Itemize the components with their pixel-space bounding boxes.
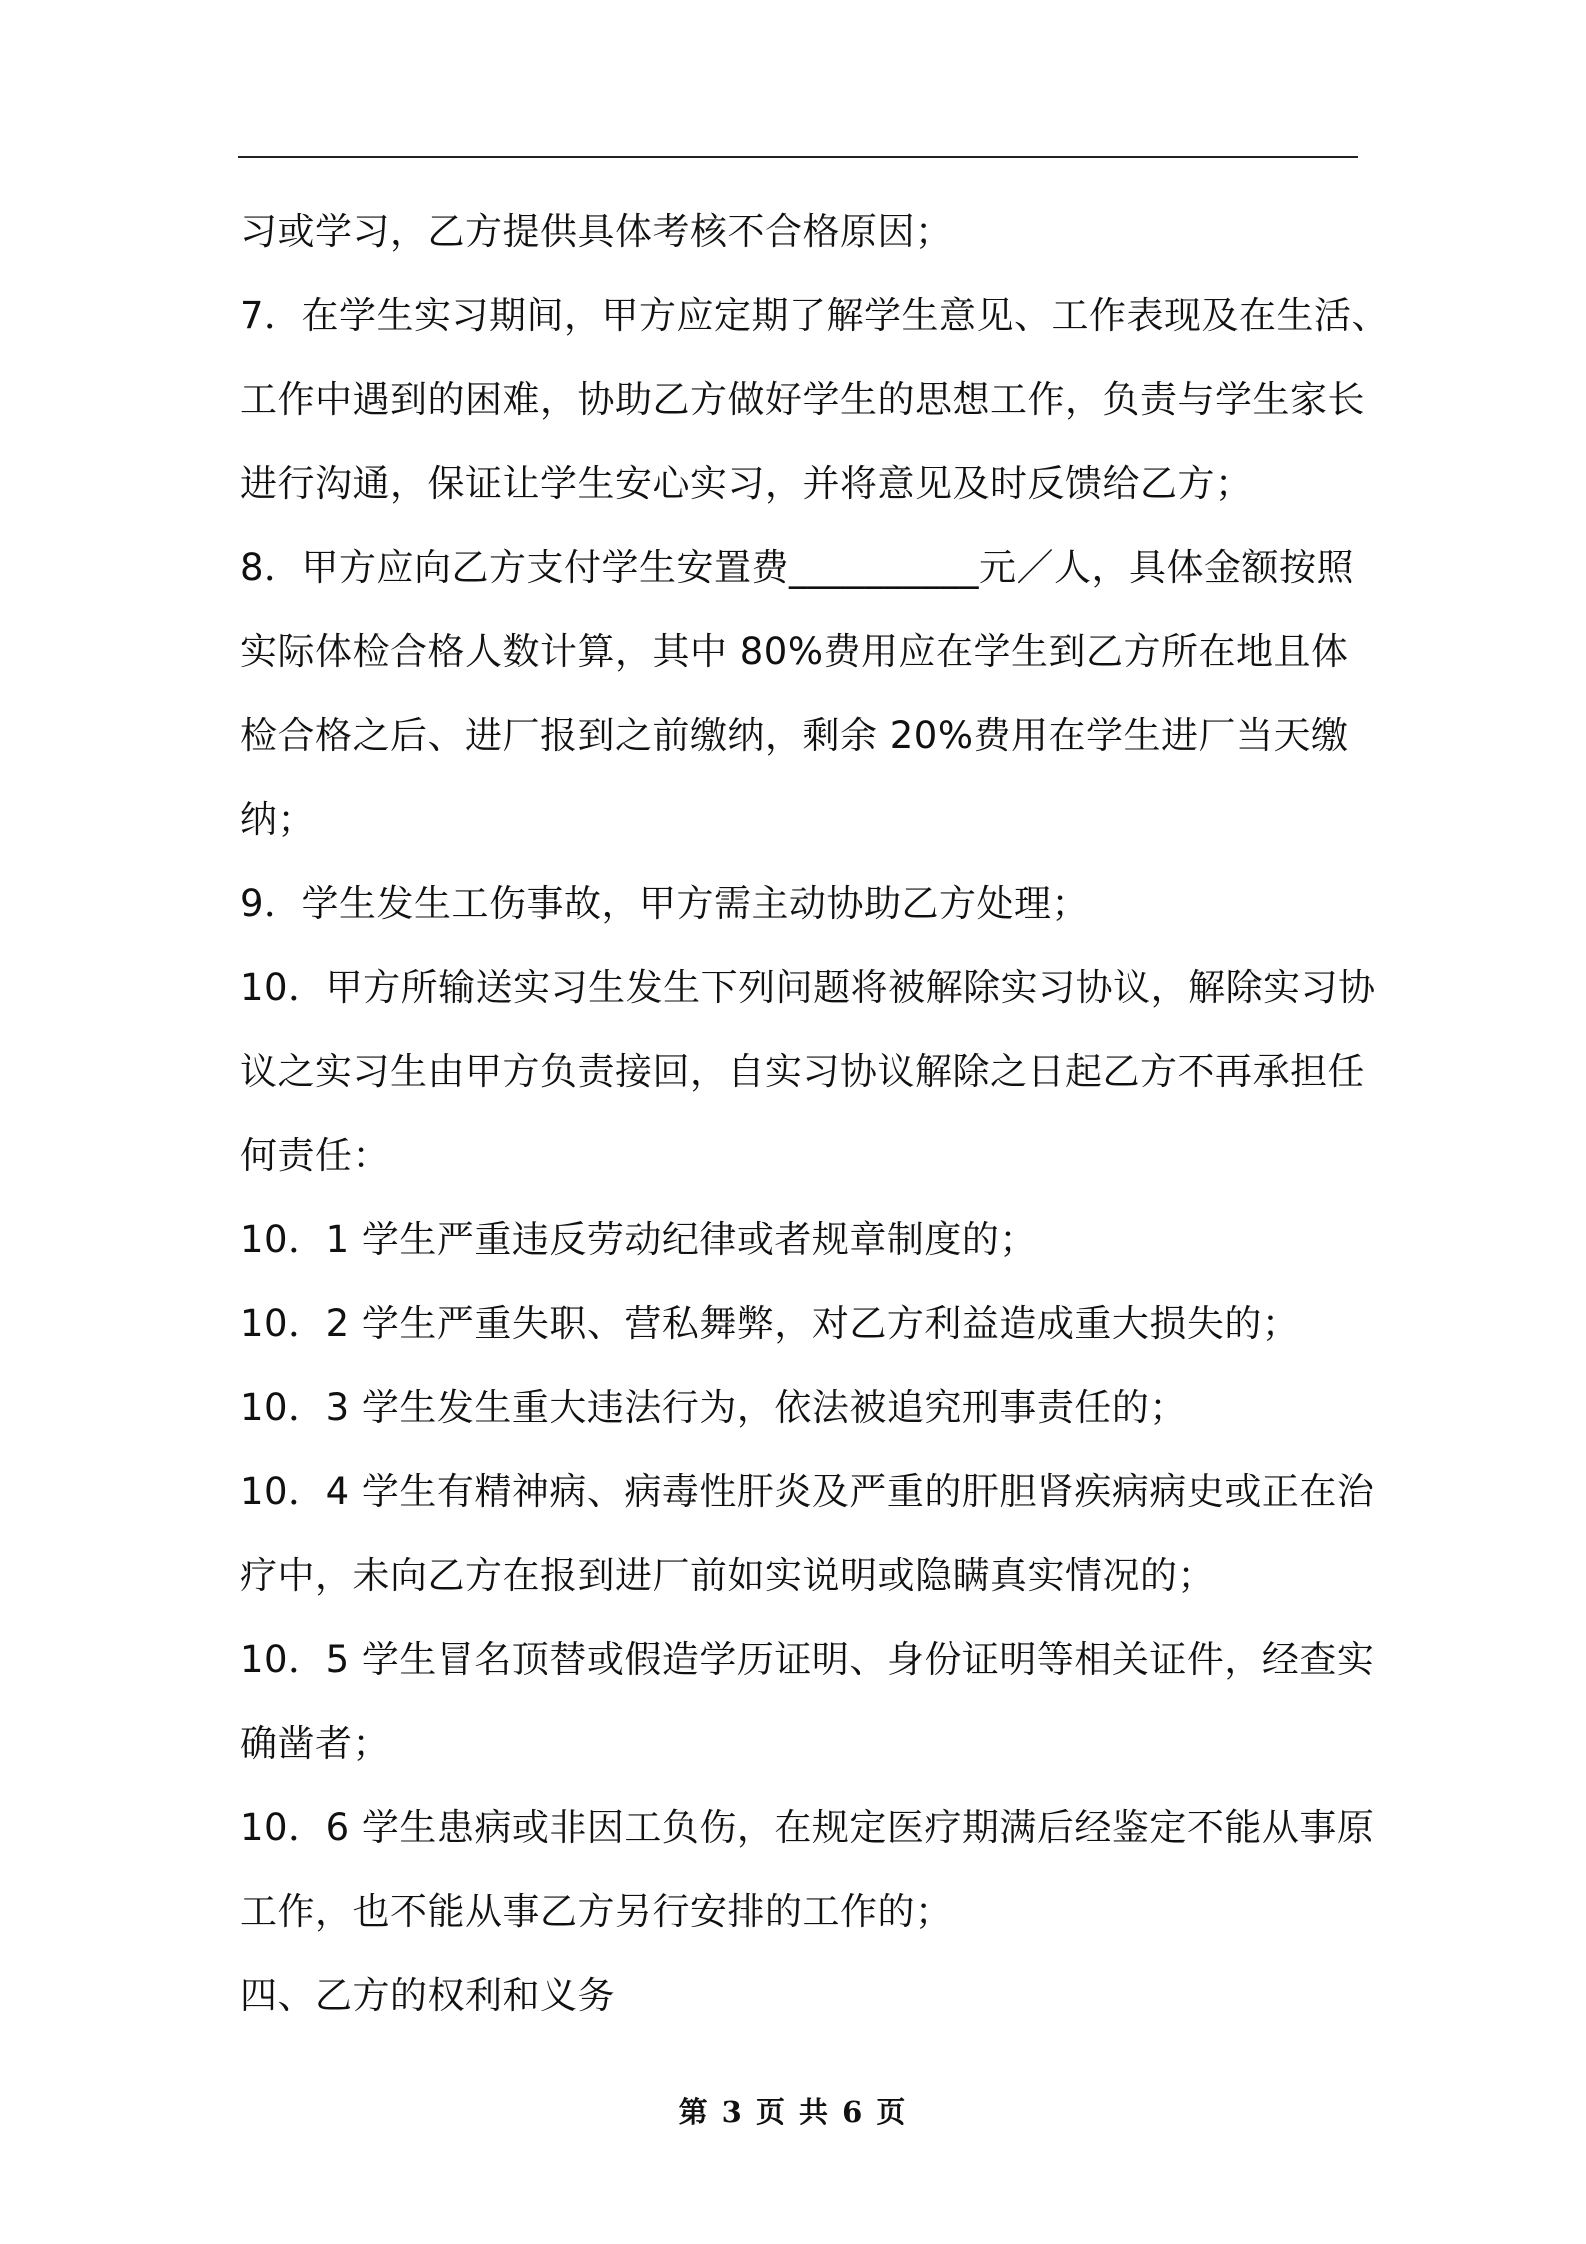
text-line: 10．甲方所输送实习生发生下列问题将被解除实习协议，解除实习协 (240, 966, 1376, 1009)
text-line: 10．1 学生严重违反劳动纪律或者规章制度的； (240, 1218, 1037, 1261)
text-line: 何责任： (240, 1134, 390, 1177)
text-line: 检合格之后、进厂报到之前缴纳，剩余 20%费用在学生进厂当天缴 (240, 714, 1349, 757)
text-line: 10．5 学生冒名顶替或假造学历证明、身份证明等相关证件，经查实 (240, 1638, 1375, 1681)
text-line: 工作，也不能从事乙方另行安排的工作的； (240, 1890, 953, 1933)
text-line: 工作中遇到的困难，协助乙方做好学生的思想工作，负责与学生家长 (240, 378, 1365, 421)
text-line: 8．甲方应向乙方支付学生安置费__________元／人，具体金额按照 (240, 546, 1355, 589)
text-line: 10．2 学生严重失职、营私舞弊，对乙方利益造成重大损失的； (240, 1302, 1300, 1345)
text-line: 10．6 学生患病或非因工负伤，在规定医疗期满后经鉴定不能从事原 (240, 1806, 1375, 1849)
text-line: 10．3 学生发生重大违法行为，依法被追究刑事责任的； (240, 1386, 1187, 1429)
text-line: 疗中，未向乙方在报到进厂前如实说明或隐瞒真实情况的； (240, 1554, 1215, 1597)
text-line: 10．4 学生有精神病、病毒性肝炎及严重的肝胆肾疾病病史或正在治 (240, 1470, 1375, 1513)
text-line: 9．学生发生工伤事故，甲方需主动协助乙方处理； (240, 882, 1090, 925)
text-line: 7．在学生实习期间，甲方应定期了解学生意见、工作表现及在生活、 (240, 294, 1390, 337)
text-line: 实际体检合格人数计算，其中 80%费用应在学生到乙方所在地且体 (240, 630, 1349, 673)
page-number-footer: 第 3 页 共 6 页 (678, 2095, 908, 2129)
text-line: 纳； (240, 798, 315, 841)
header-rule (238, 156, 1358, 158)
text-line: 议之实习生由甲方负责接回，自实习协议解除之日起乙方不再承担任 (240, 1050, 1365, 1093)
text-line: 进行沟通，保证让学生安心实习，并将意见及时反馈给乙方； (240, 462, 1253, 505)
text-line: 习或学习，乙方提供具体考核不合格原因； (240, 210, 953, 253)
text-line: 确凿者； (240, 1722, 390, 1765)
section-heading: 四、乙方的权利和义务 (240, 1974, 615, 2017)
document-body (240, 190, 1390, 2038)
